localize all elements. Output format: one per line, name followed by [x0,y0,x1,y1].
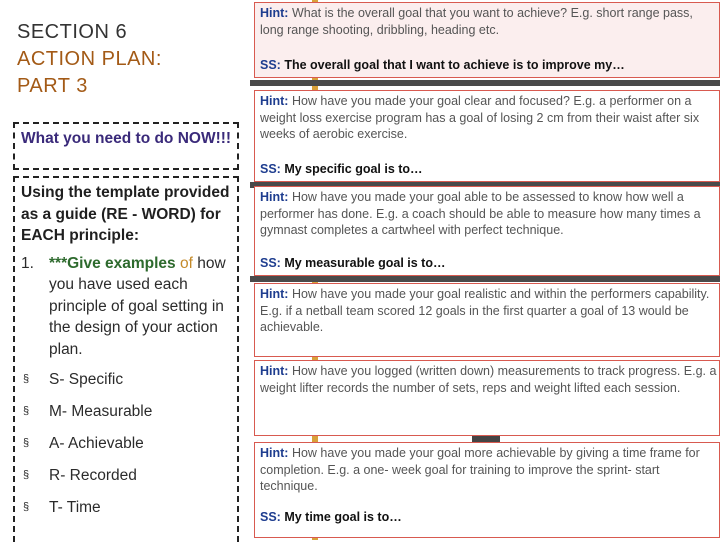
hint-text: Hint: How have you made your goal able to be assessed to know how well a performer has done. E.g. a coach should be able to measure how many times a gymnast completes a cartwheel with perfect technique. [260,190,701,237]
goal-card-measurable [254,186,720,276]
bullet-label: T- Time [49,499,101,516]
hint-text: Hint: How have you logged (written down) measurements to track progress. E.g. a weight lifter records the number of sets, reps and weight lifted each session. [260,364,717,395]
numbered-item [21,253,237,361]
goal-card-recorded [254,360,720,436]
instructions-box [13,176,239,542]
item-of: of [175,254,193,272]
hint-text: Hint: How have you made your goal clear and focused? E.g. a performer on a weight loss exercise program has a goal of losing 2 cm from their waist after six weeks of aerobic exercise. [260,94,700,141]
bullet-item [21,465,237,497]
bullet-label: R- Recorded [49,467,137,484]
goal-card-achievable [254,283,720,357]
item-rest: how you have used each principle of goal setting in the design of your action plan. [49,254,226,358]
section-title-line2: ACTION PLAN: [17,48,162,70]
goal-card-time [254,442,720,538]
hint-text: Hint: How have you made your goal more achievable by giving a time frame for completion. E.g. a one- week goal for training to improve the sprint- start technique. [260,446,700,493]
bullet-item [21,369,237,401]
item-number: 1. [21,254,34,272]
bullet-label: A- Achievable [49,435,144,452]
bullet-icon: § [23,437,30,449]
sentence-starter: SS: My measurable goal is to… [260,255,446,270]
divider-bar [250,80,720,86]
bullet-label: M- Measurable [49,403,153,420]
sentence-starter: SS: My specific goal is to… [260,161,423,176]
left-panel [0,0,250,540]
hint-text: Hint: What is the overall goal that you want to achieve? E.g. short range pass, long range shooting, dribbling, heading etc. [260,6,693,37]
todo-heading: What you need to do NOW!!! [21,130,232,147]
hint-text: Hint: How have you made your goal realistic and within the performers capability. E.g. if a netball team scored 12 goals in the first quarter a goal of 13 would be achievable. [260,287,710,334]
bullet-item [21,497,237,529]
bullet-icon: § [23,469,30,481]
section-title-line1: SECTION 6 [17,21,128,43]
bullet-icon: § [23,373,30,385]
todo-heading-box [13,122,239,170]
sentence-starter: SS: The overall goal that I want to achieve is to improve my… [260,57,625,72]
bullet-item [21,433,237,465]
bullet-icon: § [23,501,30,513]
section-title-line3: PART 3 [17,75,88,97]
instructions-intro: Using the template provided as a guide (RE - WORD) for EACH principle: [21,184,230,244]
item-highlight: ***Give examples [49,254,176,272]
right-panel [250,0,720,540]
bullet-label: S- Specific [49,371,124,388]
goal-card-specific [254,90,720,182]
divider-bar [250,276,720,282]
section-title [17,19,242,100]
goal-card-overall [254,2,720,78]
sentence-starter: SS: My time goal is to… [260,509,402,524]
bullet-icon: § [23,405,30,417]
bullet-item [21,401,237,433]
